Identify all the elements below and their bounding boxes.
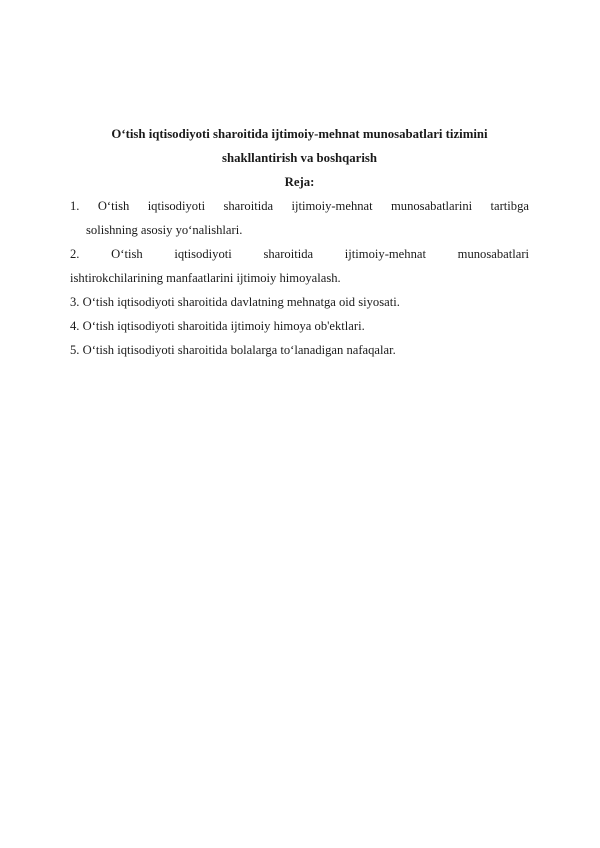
title-line-1: O‘tish iqtisodiyoti sharoitida ijtimoiy-mehnat munosabatlari tizimini <box>111 127 488 141</box>
plan-item-4 <box>70 314 529 338</box>
title-line-2: shakllantirish va boshqarish <box>221 151 378 165</box>
plan-item-2-number: 2. <box>70 247 80 261</box>
plan-list <box>70 194 529 362</box>
plan-item-4-number: 4. <box>70 319 80 333</box>
plan-item-1-text-a: O‘tish iqtisodiyoti sharoitida ijtimoiy-mehnat munosabatlarini tartibga <box>97 199 529 213</box>
plan-item-5-number: 5. <box>70 343 80 357</box>
plan-item-2-text-a: O‘tish iqtisodiyoti sharoitida ijtimoiy-mehnat munosabatlari <box>111 247 530 261</box>
plan-item-1-line-2: solishning asosiy yo‘nalishlari. <box>86 223 243 237</box>
plan-item-2-line-1 <box>70 242 529 266</box>
plan-item-5-text: O‘tish iqtisodiyoti sharoitida bolalarga to‘lanadigan nafaqalar. <box>82 343 396 357</box>
plan-item-2-line-2: ishtirokchilarining manfaatlarini ijtimoiy himoyalash. <box>70 271 341 285</box>
plan-item-2 <box>70 242 529 290</box>
plan-item-5 <box>70 338 529 362</box>
plan-item-3-number: 3. <box>70 295 80 309</box>
document-content <box>70 122 529 362</box>
plan-item-3-text: O‘tish iqtisodiyoti sharoitida davlatning mehnatga oid siyosati. <box>82 295 400 309</box>
plan-item-1 <box>70 194 529 242</box>
plan-item-3 <box>70 290 529 314</box>
document-title <box>70 122 529 170</box>
plan-heading: Reja: <box>284 175 315 189</box>
plan-item-1-line-1 <box>70 194 529 218</box>
plan-item-1-number: 1. <box>70 199 80 213</box>
plan-item-4-text: O‘tish iqtisodiyoti sharoitida ijtimoiy himoya ob'ektlari. <box>82 319 365 333</box>
